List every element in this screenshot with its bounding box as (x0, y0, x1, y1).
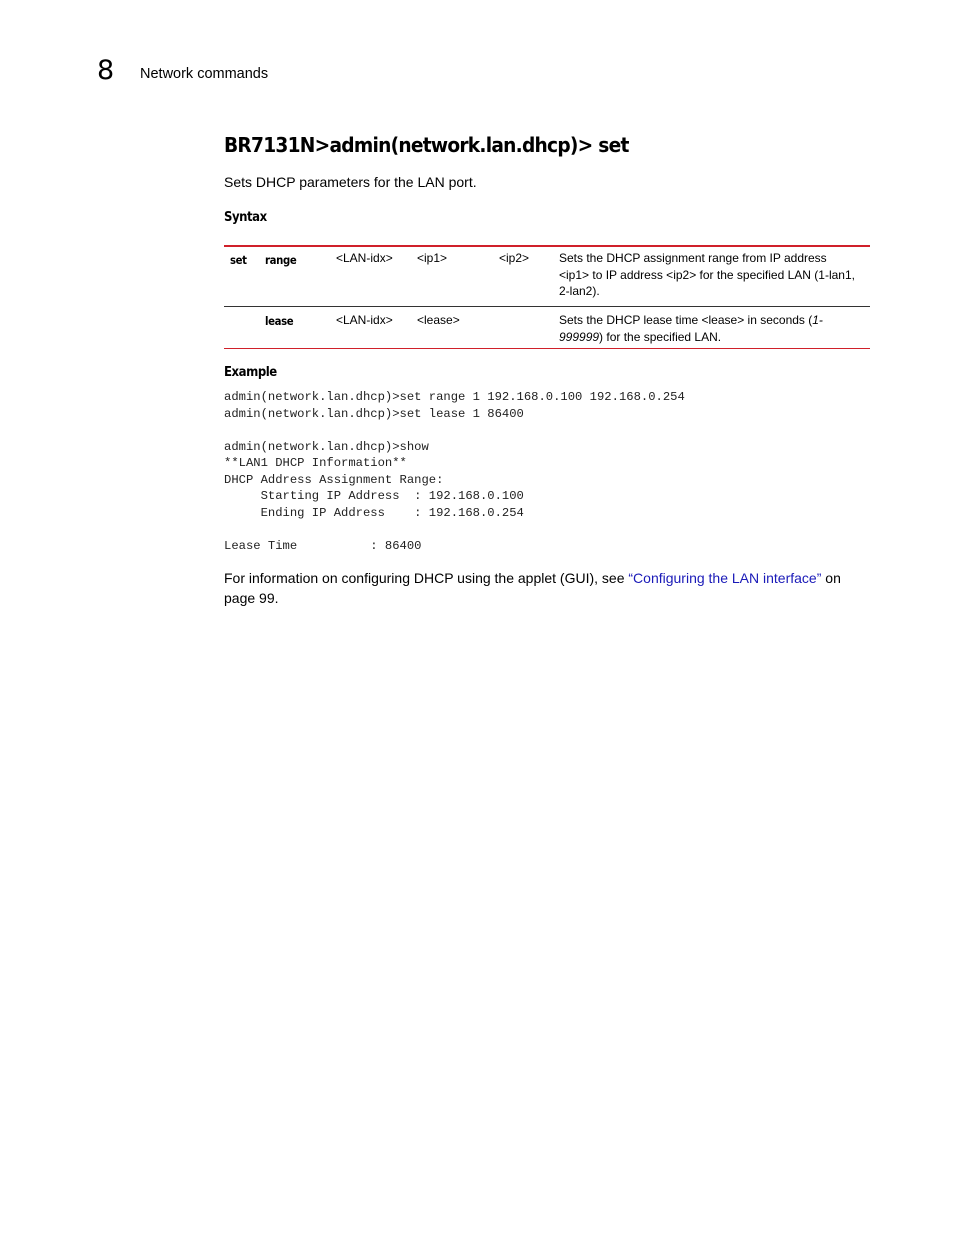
arg-cell: <ip2> (499, 251, 530, 265)
footer-text: on page 99. (224, 570, 841, 606)
command-cell: set (230, 253, 247, 267)
description-cell (559, 312, 859, 345)
arg-cell: <LAN-idx> (336, 313, 393, 327)
description-text: ) for the specified LAN. (599, 329, 722, 344)
description-text: Sets the DHCP lease time <lease> in seconds ( (559, 313, 813, 327)
chapter-number: 8 (97, 55, 115, 86)
arg-cell: <ip1> (417, 251, 448, 265)
keyword-cell: range (265, 253, 297, 267)
cross-reference-paragraph (224, 569, 870, 608)
syntax-label: Syntax (224, 210, 267, 225)
section-intro: Sets DHCP parameters for the LAN port. (224, 174, 477, 190)
arg-cell: <lease> (417, 313, 460, 327)
table-row (224, 307, 870, 348)
description-range: 1-999999 (559, 313, 823, 344)
example-code: admin(network.lan.dhcp)>set range 1 192.168.0.100 192.168.0.254 admin(network.lan.dhcp)>set lease 1 86400 admin(network.lan.dhcp)>show **LAN1 DHCP Information** DHCP Address Assignment Range: Starting IP Address : 192.168.0.100 Ending IP Address : 192.168.0.254 Lease Time : 86400 (224, 390, 685, 553)
example-label: Example (224, 365, 277, 380)
keyword-cell: lease (265, 314, 294, 328)
section-title: BR7131N>admin(network.lan.dhcp)> set (224, 133, 629, 157)
footer-text: For information on configuring DHCP using the applet (GUI), see (224, 570, 629, 586)
chapter-title: Network commands (140, 66, 269, 82)
table-row (224, 247, 870, 307)
arg-cell: <LAN-idx> (336, 251, 393, 265)
description-cell: Sets the DHCP assignment range from IP address <ip1> to IP address <ip2> for the specified LAN (1-lan1, 2-lan2). (559, 251, 855, 298)
cross-reference-link[interactable]: “Configuring the LAN interface” (628, 570, 822, 586)
syntax-table (224, 245, 870, 349)
